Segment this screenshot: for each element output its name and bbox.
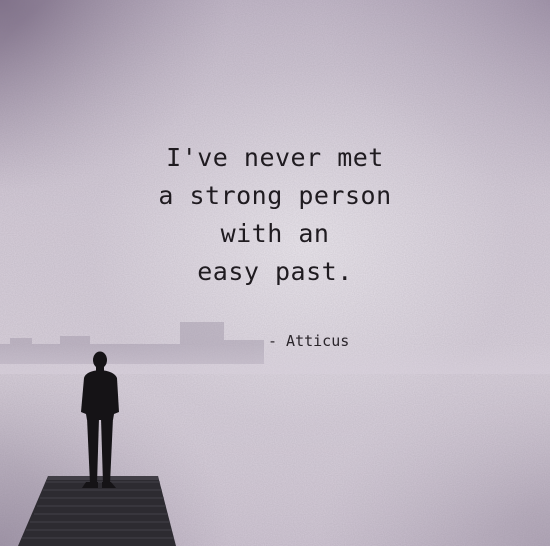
- quote-line-3: with an: [220, 219, 330, 248]
- quote-author: - Atticus: [268, 332, 350, 350]
- quote-text: [0, 139, 550, 291]
- quote-line-1: I've never met: [166, 143, 384, 172]
- quote-line-2: a strong person: [158, 181, 392, 210]
- quote-line-4: easy past.: [197, 257, 353, 286]
